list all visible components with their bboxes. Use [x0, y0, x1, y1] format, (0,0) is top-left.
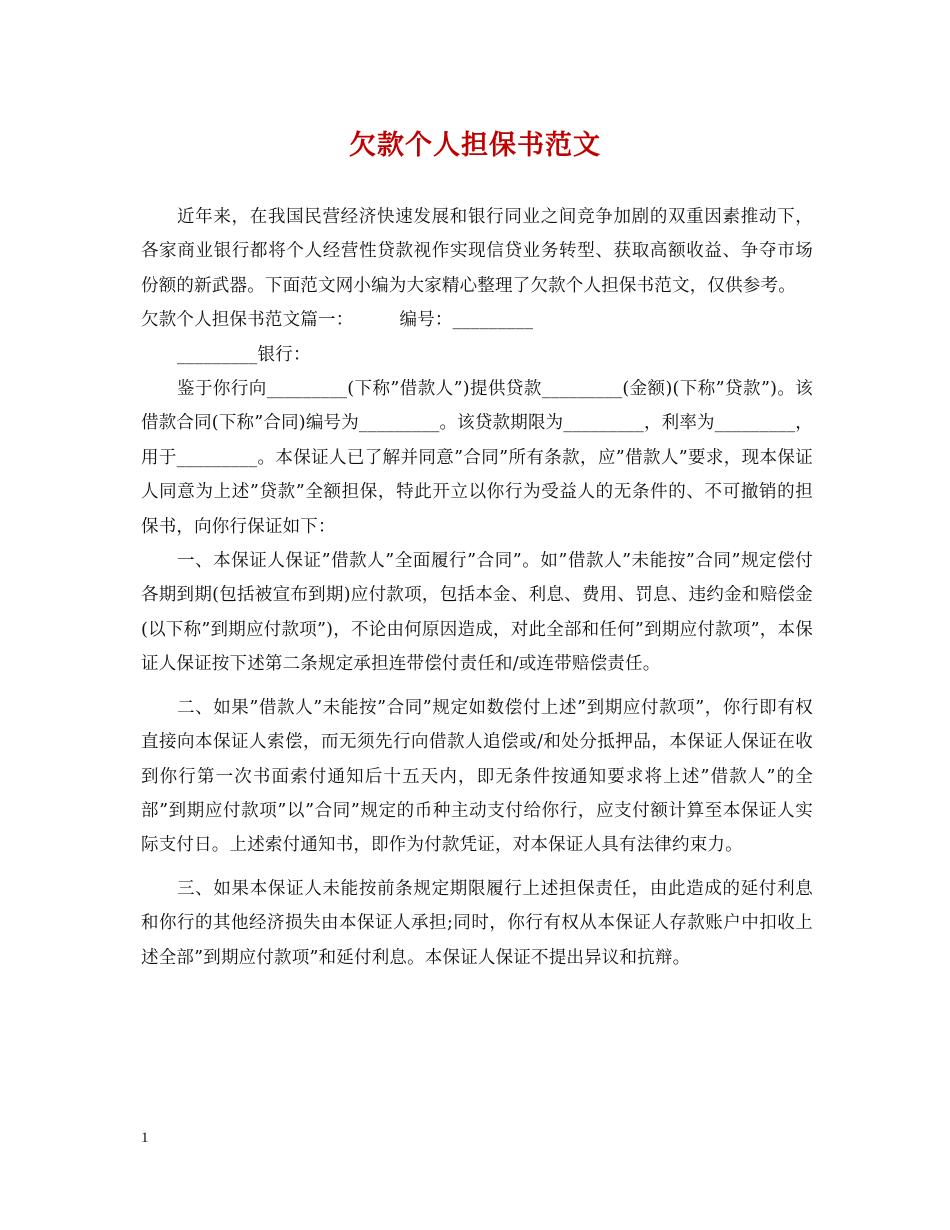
document-title: 欠款个人担保书范文	[349, 130, 601, 161]
document-body	[141, 200, 813, 975]
section-heading: 欠款个人担保书范文篇一： 编号：_________	[141, 310, 534, 331]
clause-2-paragraph: 二、如果”借款人”未能按”合同”规定如数偿付上述”到期应付款项”，你行即有权直接向本保证人索偿，而无须先行向借款人追偿或/和处分抵押品，本保证人保证在收到你行第一次书面索付通知后十五天内，即无条件按通知要求将上述”借款人”的全部”到期应付款项”以”合同”规定的币种主动支付给你行，应支付额计算至本保证人实际支付日。上述索付通知书，即作为付款凭证，对本保证人具有法律约束力。	[141, 697, 813, 856]
intro-paragraph: 近年来，在我国民营经济快速发展和银行同业之间竞争加剧的双重因素推动下，各家商业银行都将个人经营性贷款视作实现信贷业务转型、获取高额收益、争夺市场份额的新武器。下面范文网小编为大家精心整理了欠款个人担保书范文，仅供参考。	[141, 207, 813, 296]
whereas-paragraph: 鉴于你行向_________(下称”借款人”)提供贷款_________(金额)(下称”贷款”)。该借款合同(下称”合同)编号为_________。该贷款期限为_________，利率为_________，用于_________。本保证人已了解并同意”合同”所有条款，应”借款人”要求，现本保证人同意为上述”贷款”全额担保，特此开立以你行为受益人的无条件的、不可撤销的担保书，向你行保证如下：	[141, 379, 813, 537]
page-number: 1	[141, 1130, 149, 1146]
clause-1-paragraph: 一、本保证人保证”借款人”全面履行”合同”。如”借款人”未能按”合同”规定偿付各期到期(包括被宣布到期)应付款项，包括本金、利息、费用、罚息、违约金和赔偿金(以下称”到期应付款项”)，不论由何原因造成，对此全部和任何”到期应付款项”，本保证人保证按下述第二条规定承担连带偿付责任和/或连带赔偿责任。	[141, 551, 813, 675]
addressee-line: _________银行：	[177, 344, 311, 365]
clause-3-paragraph: 三、如果本保证人未能按前条规定期限履行上述担保责任，由此造成的延付利息和你行的其他经济损失由本保证人承担;同时，你行有权从本保证人存款账户中扣收上述全部”到期应付款项”和延付利息。本保证人保证不提出异议和抗辩。	[141, 878, 813, 968]
